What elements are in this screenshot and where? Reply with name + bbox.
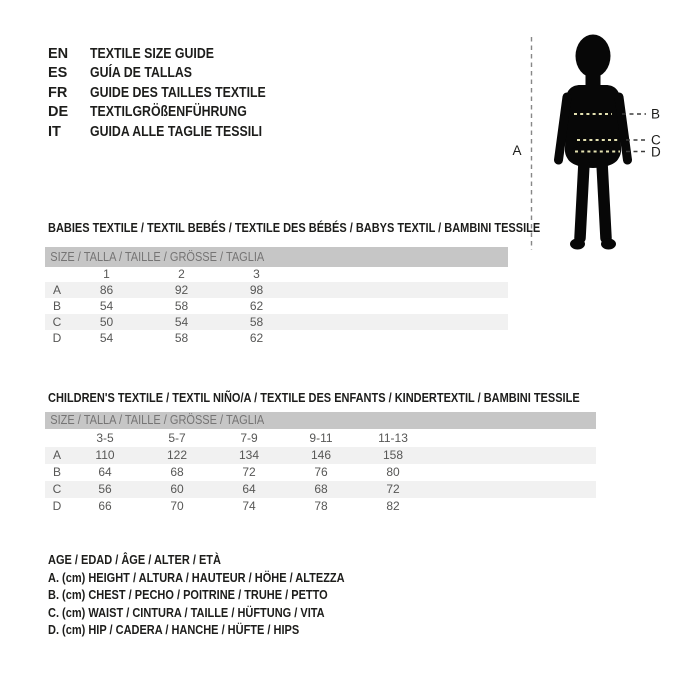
language-row-fr xyxy=(48,83,297,103)
table-cell: 58 xyxy=(219,314,294,330)
table-cell: 70 xyxy=(170,499,184,513)
babies-table-header-bar xyxy=(45,247,508,267)
children-table-header-bar xyxy=(45,412,596,429)
legend-chest: B. (cm) CHEST / PECHO / POITRINE / TRUHE / PETTO xyxy=(48,588,328,603)
row-label: B xyxy=(52,299,61,313)
table-cell: 72 xyxy=(242,465,256,479)
child-silhouette xyxy=(559,35,628,250)
row-label: D xyxy=(52,499,62,513)
size-header: 5-7 xyxy=(168,431,186,445)
children-row-waist xyxy=(45,481,596,498)
table-cell xyxy=(429,447,596,464)
size-header: 3 xyxy=(253,267,260,281)
children-row-chest xyxy=(45,464,596,481)
table-cell xyxy=(429,481,596,498)
table-cell: 110 xyxy=(69,447,141,464)
guide-title-it: GUIDA ALLE TAGLIE TESSILI xyxy=(90,123,263,140)
language-row-it xyxy=(48,122,297,142)
table-cell: 76 xyxy=(314,465,328,479)
chest-label: B xyxy=(651,106,661,122)
language-code: DE xyxy=(48,104,69,121)
table-cell xyxy=(294,282,508,298)
table-cell xyxy=(294,314,508,330)
legend-hip: D. (cm) HIP / CADERA / HANCHE / HÜFTE / HIPS xyxy=(48,623,300,638)
babies-section-title: BABIES TEXTILE / TEXTIL BEBÉS / TEXTILE DES BÉBÉS / BABYS TEXTIL / BAMBINI TESSILE xyxy=(48,221,541,235)
row-label: C xyxy=(45,481,69,498)
table-cell: 50 xyxy=(69,314,144,330)
babies-sizes-row xyxy=(45,267,508,282)
table-cell xyxy=(294,298,508,314)
table-header-label: SIZE / TALLA / TAILLE / GRÖSSE / TAGLIA xyxy=(45,412,596,429)
table-cell: 98 xyxy=(219,282,294,298)
table-cell xyxy=(45,429,69,447)
language-row-de xyxy=(48,103,297,123)
guide-title-en: TEXTILE SIZE GUIDE xyxy=(90,45,214,62)
size-header: 2 xyxy=(178,267,185,281)
table-cell xyxy=(429,464,596,481)
table-cell: 80 xyxy=(386,465,400,479)
size-header: 1 xyxy=(103,267,110,281)
row-label: A xyxy=(45,447,69,464)
language-code: EN xyxy=(48,45,69,62)
guide-title-de: TEXTILGRÖßENFÜHRUNG xyxy=(90,104,247,121)
guide-title-es: GUÍA DE TALLAS xyxy=(90,65,193,82)
height-label: A xyxy=(512,143,522,158)
table-cell: 78 xyxy=(314,499,328,513)
children-sizes-row xyxy=(45,429,596,447)
language-code: ES xyxy=(48,65,68,82)
table-cell: 134 xyxy=(213,447,285,464)
table-cell: 54 xyxy=(99,331,114,345)
babies-size-table xyxy=(45,247,508,346)
size-header: 9-11 xyxy=(309,431,333,445)
table-cell: 62 xyxy=(249,331,264,345)
row-label: D xyxy=(52,331,62,345)
language-list xyxy=(48,44,297,142)
table-header-label: SIZE / TALLA / TAILLE / GRÖSSE / TAGLIA xyxy=(45,247,508,267)
table-cell: 58 xyxy=(174,331,189,345)
children-section-title: CHILDREN'S TEXTILE / TEXTIL NIÑO/A / TEXTILE DES ENFANTS / KINDERTEXTIL / BAMBINI TESSILE xyxy=(48,391,580,405)
table-cell xyxy=(429,498,596,515)
language-row-es xyxy=(48,64,297,84)
table-cell xyxy=(45,267,69,282)
row-label: C xyxy=(45,314,69,330)
table-cell: 58 xyxy=(174,299,189,313)
table-cell: 122 xyxy=(141,447,213,464)
table-cell: 66 xyxy=(98,499,112,513)
measurement-legend xyxy=(48,552,385,640)
table-cell xyxy=(429,429,596,447)
size-header: 11-13 xyxy=(378,431,408,445)
babies-row-chest xyxy=(45,298,508,314)
table-cell: 74 xyxy=(242,499,256,513)
table-cell: 82 xyxy=(386,499,400,513)
children-row-hip xyxy=(45,498,596,515)
babies-row-height xyxy=(45,282,508,298)
guide-title-fr: GUIDE DES TAILLES TEXTILE xyxy=(90,84,266,101)
table-cell: 54 xyxy=(99,299,114,313)
language-row-en xyxy=(48,44,297,64)
legend-age: AGE / EDAD / ÂGE / ALTER / ETÀ xyxy=(48,553,221,567)
table-cell: 92 xyxy=(144,282,219,298)
waist-label: C xyxy=(651,132,661,148)
table-cell: 86 xyxy=(69,282,144,298)
row-label: A xyxy=(45,282,69,298)
table-cell: 64 xyxy=(213,481,285,498)
table-cell: 60 xyxy=(141,481,213,498)
legend-height: A. (cm) HEIGHT / ALTURA / HAUTEUR / HÖHE / ALTEZZA xyxy=(48,570,345,585)
table-cell: 54 xyxy=(144,314,219,330)
table-cell: 146 xyxy=(285,447,357,464)
table-cell: 62 xyxy=(249,299,264,313)
language-code: IT xyxy=(48,123,61,140)
table-cell xyxy=(294,267,508,282)
babies-row-waist xyxy=(45,314,508,330)
table-cell: 68 xyxy=(170,465,184,479)
table-cell: 68 xyxy=(285,481,357,498)
table-cell: 158 xyxy=(357,447,429,464)
size-header: 3-5 xyxy=(96,431,114,445)
table-cell: 64 xyxy=(98,465,112,479)
table-cell xyxy=(294,330,508,346)
hip-label: D xyxy=(651,144,661,160)
legend-waist: C. (cm) WAIST / CINTURA / TAILLE / HÜFTUNG / VITA xyxy=(48,605,325,620)
row-label: B xyxy=(52,465,61,479)
size-header: 7-9 xyxy=(240,431,258,445)
children-row-height xyxy=(45,447,596,464)
table-cell: 72 xyxy=(357,481,429,498)
table-cell: 56 xyxy=(69,481,141,498)
language-code: FR xyxy=(48,84,68,101)
babies-row-hip xyxy=(45,330,508,346)
children-size-table xyxy=(45,412,596,515)
